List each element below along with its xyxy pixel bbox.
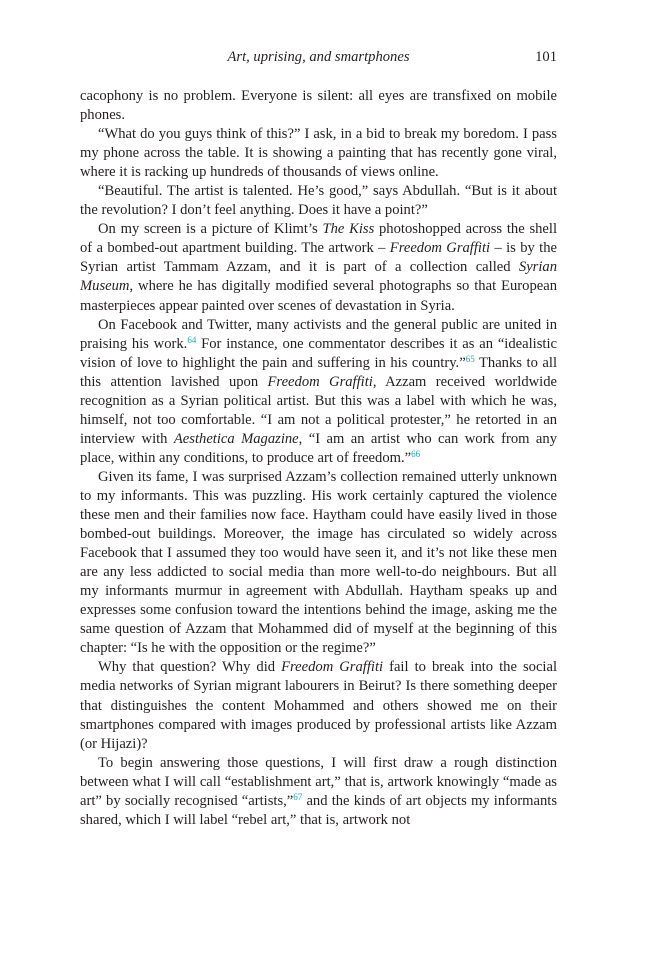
page-number: 101	[535, 49, 557, 65]
footnote-ref[interactable]: 67	[293, 791, 303, 802]
paragraph	[80, 468, 557, 658]
paragraph-text: “Beautiful. The artist is talented. He’s good,” says Abdullah. “But is it about the revolution? I don’t feel anything. Does it have a point?”	[80, 183, 557, 219]
artwork-title: Freedom Graffiti	[267, 373, 373, 390]
paragraph	[80, 316, 557, 468]
magazine-title: Aesthetica Magazine	[173, 430, 299, 447]
artwork-title: The Kiss	[322, 221, 375, 238]
paragraph	[80, 754, 557, 830]
paragraph-text: , “I am an artist who can work from any place, within any conditions, to produce art of freedom.”	[80, 430, 557, 466]
running-title: Art, uprising, and smartphones	[227, 49, 410, 65]
paragraph-text: Thanks to all this attention lavished upon	[80, 354, 558, 390]
paragraph	[80, 87, 557, 125]
paragraph	[80, 182, 557, 220]
paragraph-text: To begin answering those questions, I will first draw a rough distinction between what I will call “establishment art,” that is, artwork knowingly “made as art” by socially recognised “artists,”	[80, 754, 557, 809]
paragraph	[80, 125, 557, 182]
footnote-ref[interactable]: 64	[187, 334, 197, 345]
paragraph-text: and the kinds of art objects my informants shared, which I will label “rebel art,” that is, artwork not	[80, 792, 557, 828]
running-head	[80, 49, 557, 71]
paragraph-text: Given its fame, I was surprised Azzam’s collection remained utterly unknown to my informants. This was puzzling. His work certainly captured the violence these men and their families now face. Haytham could have easily lived in those bombed-out buildings. Moreover, the image has circulated so widely across Facebook that I assumed they too would have seen it, and it’s not like these men are any less addicted to social media than more well-to-do neighbours. But all my informants murmur in agreement with Abdullah. Haytham speaks up and expresses some confusion toward the intentions behind the image, asking me the same question of Azzam that Mohammed did of myself at the beginning of this chapter: “Is he with the opposition or the regime?”	[80, 468, 557, 657]
paragraph	[80, 220, 557, 315]
paragraph-text: Why that question? Why did	[98, 659, 282, 676]
paragraph-text: , Azzam received worldwide recognition as a Syrian political artist. But this was a label with which he was, himself, not too comfortable. “I am not a political protester,” he retorted in an interview with	[80, 373, 557, 447]
body-text	[80, 87, 557, 830]
paragraph-text: On my screen is a picture of Klimt’s	[98, 221, 323, 238]
artwork-title: Freedom Graffiti	[281, 659, 384, 676]
footnote-ref[interactable]: 66	[411, 448, 421, 459]
artwork-title: Freedom Graffiti	[389, 240, 491, 257]
paragraph-text: On Facebook and Twitter, many activists and the general public are united in praising his work.	[80, 316, 557, 352]
paragraph-text: For instance, one commentator describes it as an “idealistic vision of love to highlight the pain and suffering in his country.”	[80, 335, 557, 371]
paragraph-text: photoshopped across the shell of a bombed-out apartment building. The artwork –	[80, 221, 558, 257]
paragraph-text: fail to break into the social media networks of Syrian migrant labourers in Beirut? Is there something deeper that distinguishes the content Mohammed and others showed me on their smartphones compared with images produced by professional artists like Azzam (or Hijazi)?	[80, 659, 558, 752]
paragraph	[80, 658, 557, 753]
paragraph-text: “What do you guys think of this?” I ask, in a bid to break my boredom. I pass my phone across the table. It is showing a painting that has recently gone viral, where it is racking up hundreds of thousands of views online.	[80, 126, 557, 181]
footnote-ref[interactable]: 65	[465, 353, 475, 364]
collection-title: Syrian Museum	[80, 259, 557, 295]
paragraph-text: , where he has digitally modified several photographs so that European masterpieces appear painted over scenes of devastation in Syria.	[80, 278, 557, 314]
paragraph-text: cacophony is no problem. Everyone is silent: all eyes are transfixed on mobile phones.	[80, 88, 557, 124]
paragraph-text: – is by the Syrian artist Tammam Azzam, and it is part of a collection called	[80, 240, 557, 276]
